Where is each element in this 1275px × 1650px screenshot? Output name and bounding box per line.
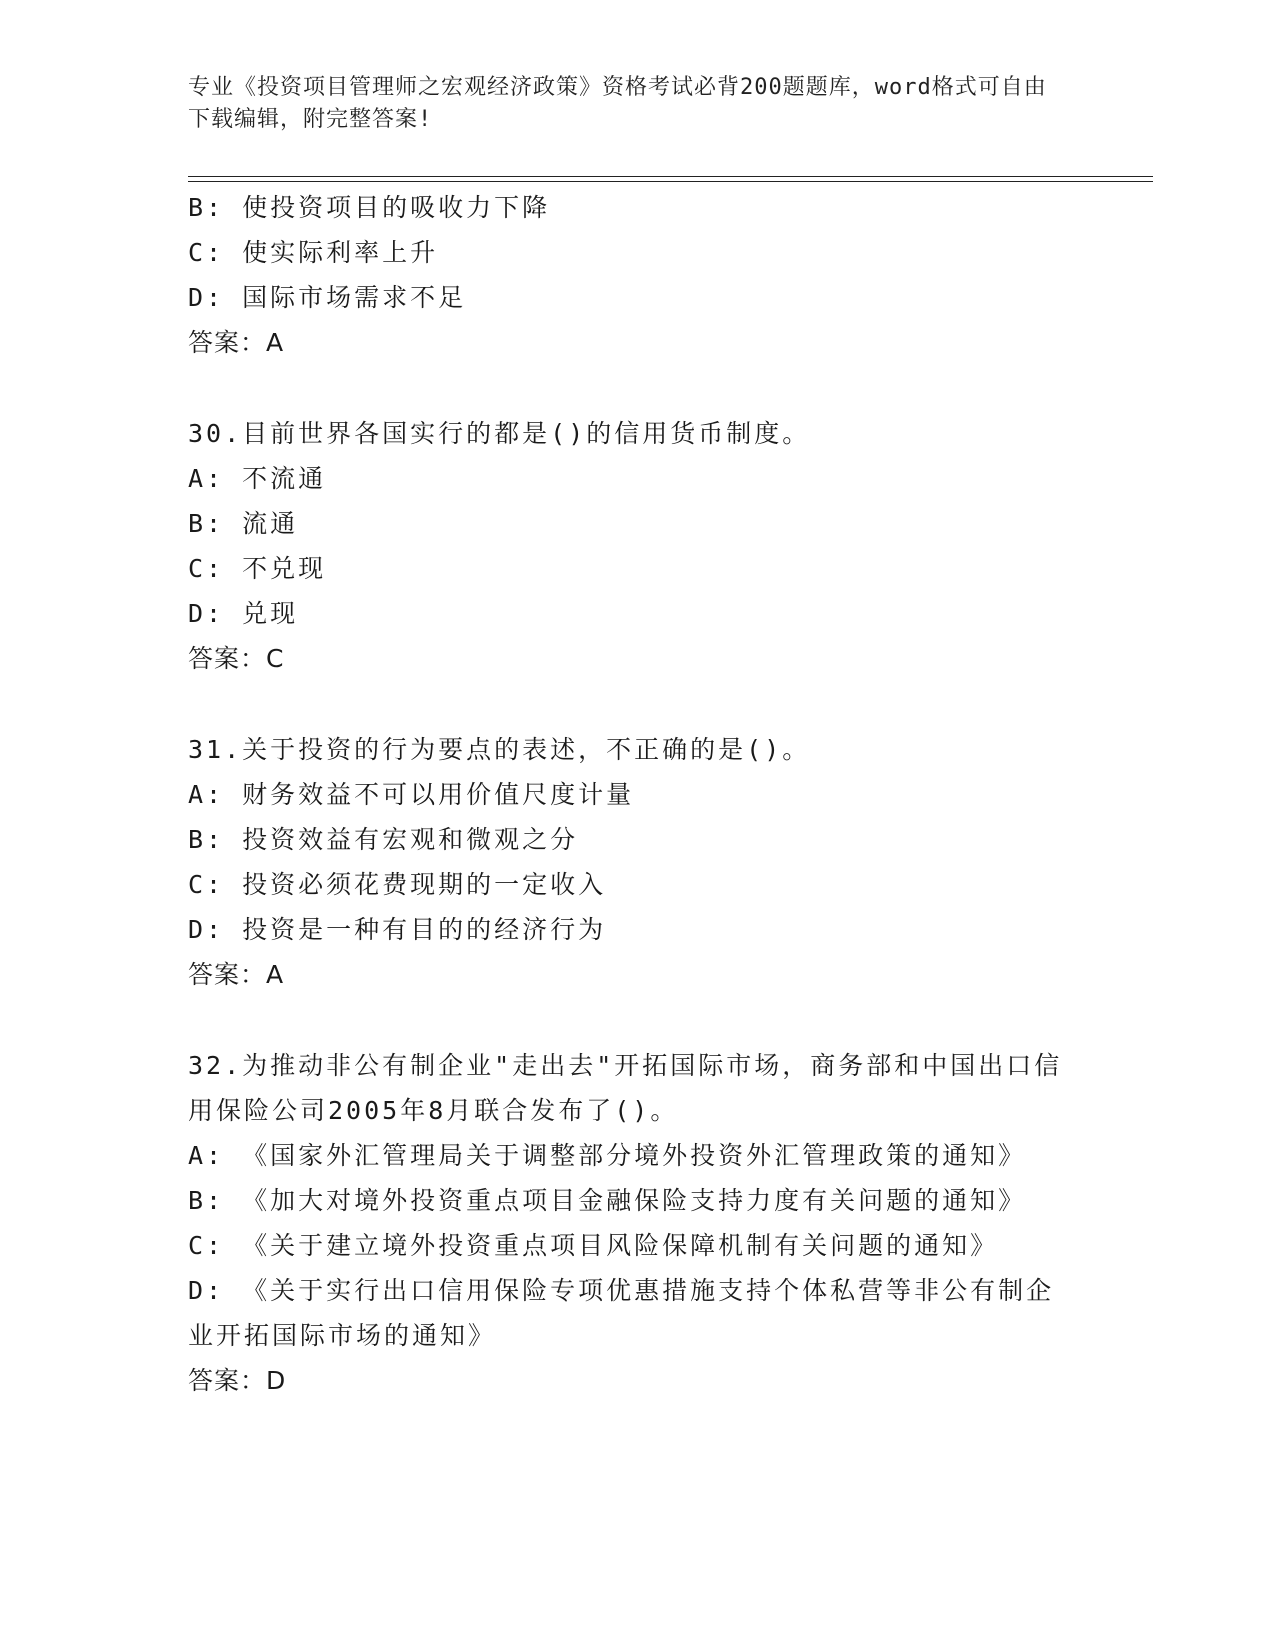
answer-line: 答案：A [188, 328, 285, 357]
question-stem: 32.为推动非公有制企业"走出去"开拓国际市场，商务部和中国出口信用保险公司2005年8月联合发布了()。 [188, 1051, 1063, 1125]
answer-line: 答案：D [188, 1366, 287, 1395]
question-block-32 [188, 1043, 1088, 1403]
option-line: C: 投资必须花费现期的一定收入 [188, 870, 607, 899]
option-line: B: 使投资项目的吸收力下降 [188, 193, 551, 222]
option-line: D: 《关于实行出口信用保险专项优惠措施支持个体私营等非公有制企业开拓国际市场的通知》 [188, 1276, 1055, 1350]
option-line: C: 《关于建立境外投资重点项目风险保障机制有关问题的通知》 [188, 1231, 999, 1260]
document-header: 专业《投资项目管理师之宏观经济政策》资格考试必背200题题库，word格式可自由下载编辑，附完整答案! [188, 75, 1047, 132]
question-content [188, 185, 1088, 1403]
option-line: D: 投资是一种有目的的经济行为 [188, 915, 607, 944]
option-line: A: 财务效益不可以用价值尺度计量 [188, 780, 635, 809]
question-stem: 31.关于投资的行为要点的表述，不正确的是()。 [188, 735, 811, 764]
carryover-question-block [188, 185, 1088, 365]
spacer [188, 997, 1088, 1043]
answer-line: 答案：A [188, 960, 285, 989]
option-line: C: 使实际利率上升 [188, 238, 439, 267]
question-stem: 30.目前世界各国实行的都是()的信用货币制度。 [188, 419, 811, 448]
header-divider-top [188, 176, 1153, 177]
answer-line: 答案：C [188, 644, 285, 673]
option-line: D: 国际市场需求不足 [188, 283, 467, 312]
option-line: A: 不流通 [188, 464, 327, 493]
option-line: B: 流通 [188, 509, 299, 538]
question-block-31 [188, 727, 1088, 997]
question-block-30 [188, 411, 1088, 681]
option-line: B: 投资效益有宏观和微观之分 [188, 825, 579, 854]
option-line: A: 《国家外汇管理局关于调整部分境外投资外汇管理政策的通知》 [188, 1141, 1027, 1170]
spacer [188, 681, 1088, 727]
spacer [188, 365, 1088, 411]
option-line: D: 兑现 [188, 599, 299, 628]
header-divider-bottom [188, 181, 1153, 182]
option-line: C: 不兑现 [188, 554, 327, 583]
option-line: B: 《加大对境外投资重点项目金融保险支持力度有关问题的通知》 [188, 1186, 1027, 1215]
